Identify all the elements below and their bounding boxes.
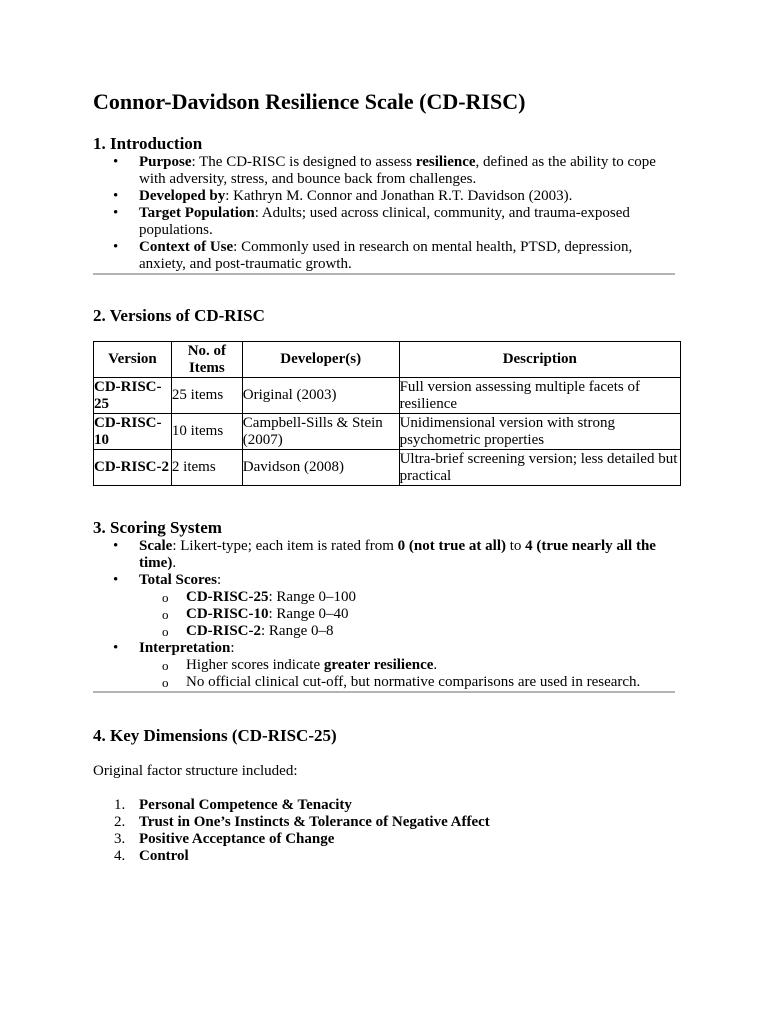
interpretation-colon: : xyxy=(230,640,235,656)
developer-cell: Davidson (2008) xyxy=(242,450,399,486)
list-number: 3. xyxy=(114,831,126,847)
horizontal-divider xyxy=(93,273,675,275)
list-number: 4. xyxy=(114,848,126,864)
section-versions-heading: 2. Versions of CD-RISC xyxy=(93,306,265,325)
list-item-context-of-use xyxy=(93,239,675,273)
sub-list-item: o No official clinical cut-off, but normative comparisons are used in research. xyxy=(139,674,675,691)
table-header-row xyxy=(94,342,681,378)
items-cell: 10 items xyxy=(171,414,242,450)
dimension-text: Trust in One’s Instincts & Tolerance of Negative Affect xyxy=(139,814,490,830)
list-item xyxy=(93,797,675,814)
developer-cell: Campbell-Sills & Stein (2007) xyxy=(242,414,399,450)
list-item-purpose xyxy=(93,154,675,188)
sub-list-item xyxy=(139,589,675,606)
interpretation-line1-post: . xyxy=(433,657,438,673)
target-population-text: : Adults; used across clinical, community, and trauma-exposed populations. xyxy=(139,205,630,238)
interpretation-line1-pre: Higher scores indicate xyxy=(186,657,324,673)
dimensions-list xyxy=(93,797,675,865)
list-item xyxy=(93,831,675,848)
description-cell: Unidimensional version with strong psychometric properties xyxy=(399,414,680,450)
range-label: CD-RISC-2 xyxy=(186,623,261,639)
column-header-developers: Developer(s) xyxy=(242,342,399,378)
list-item xyxy=(93,814,675,831)
list-item xyxy=(93,848,675,865)
range-text: : Range 0–40 xyxy=(268,606,349,622)
column-header-items: No. of Items xyxy=(171,342,242,378)
total-scores-label: Total Scores xyxy=(139,572,217,588)
interpretation-label: Interpretation xyxy=(139,640,231,656)
sub-list-item xyxy=(139,623,675,640)
version-cell: CD-RISC-25 xyxy=(94,378,172,414)
scale-high-value: 4 (true nearly all the time) xyxy=(139,538,656,571)
page-title: Connor-Davidson Resilience Scale (CD-RISC) xyxy=(93,89,526,114)
context-of-use-label: Context of Use xyxy=(139,239,234,255)
table-row xyxy=(94,378,681,414)
dimensions-intro: Original factor structure included: xyxy=(93,763,298,779)
list-item-interpretation xyxy=(93,640,675,691)
version-cell: CD-RISC-2 xyxy=(94,450,172,486)
items-cell: 25 items xyxy=(171,378,242,414)
scale-low-value: 0 (not true at all) xyxy=(397,538,506,554)
range-label: CD-RISC-25 xyxy=(186,589,269,605)
list-item-total-scores xyxy=(93,572,675,640)
introduction-list xyxy=(93,154,675,273)
range-text: : Range 0–8 xyxy=(261,623,334,639)
scale-text-mid: to xyxy=(505,538,526,554)
range-label: CD-RISC-10 xyxy=(186,606,269,622)
table-row xyxy=(94,414,681,450)
context-of-use-text: : Commonly used in research on mental health, PTSD, depression, anxiety, and post-traumatic growth. xyxy=(139,239,633,272)
scoring-list xyxy=(93,538,675,691)
dimension-text: Control xyxy=(139,848,189,864)
target-population-label: Target Population xyxy=(139,205,255,221)
list-item-scale xyxy=(93,538,675,572)
total-scores-colon: : xyxy=(216,572,222,588)
horizontal-divider xyxy=(93,691,675,693)
sub-list-item xyxy=(139,606,675,623)
list-item-target-population xyxy=(93,205,675,239)
section-dimensions-heading: 4. Key Dimensions (CD-RISC-25) xyxy=(93,726,337,745)
interpretation-line1-bold: greater resilience xyxy=(323,657,434,673)
interpretation-sublist xyxy=(139,657,675,691)
dimension-text: Positive Acceptance of Change xyxy=(139,831,335,847)
column-header-version: Version xyxy=(94,342,172,378)
column-header-description: Description xyxy=(399,342,680,378)
sub-list-item xyxy=(139,657,675,674)
list-number: 1. xyxy=(114,797,126,813)
developer-cell: Original (2003) xyxy=(242,378,399,414)
versions-table xyxy=(93,341,681,486)
version-cell: CD-RISC-10 xyxy=(94,414,172,450)
items-cell: 2 items xyxy=(171,450,242,486)
purpose-text-pre: : The CD-RISC is designed to assess xyxy=(191,154,416,170)
table-row xyxy=(94,450,681,486)
range-text: : Range 0–100 xyxy=(268,589,356,605)
section-introduction-heading: 1. Introduction xyxy=(93,134,203,153)
description-cell: Full version assessing multiple facets of resilience xyxy=(399,378,680,414)
dimension-text: Personal Competence & Tenacity xyxy=(139,797,352,813)
list-number: 2. xyxy=(114,814,126,830)
purpose-label: Purpose xyxy=(139,154,192,170)
list-item-developed-by xyxy=(93,188,675,205)
purpose-text-post: , defined as the ability to cope with adversity, stress, and bounce back from challenges. xyxy=(139,154,656,187)
scale-text-post: . xyxy=(172,555,177,571)
total-scores-sublist xyxy=(139,589,675,640)
description-cell: Ultra-brief screening version; less detailed but practical xyxy=(399,450,680,486)
scale-text-pre: : Likert-type; each item is rated from xyxy=(172,538,398,554)
developed-by-text: : Kathryn M. Connor and Jonathan R.T. Davidson (2003). xyxy=(225,188,573,204)
scale-label: Scale xyxy=(139,538,173,554)
developed-by-label: Developed by xyxy=(139,188,226,204)
section-scoring-heading: 3. Scoring System xyxy=(93,518,222,537)
purpose-text-bold: resilience xyxy=(415,154,476,170)
